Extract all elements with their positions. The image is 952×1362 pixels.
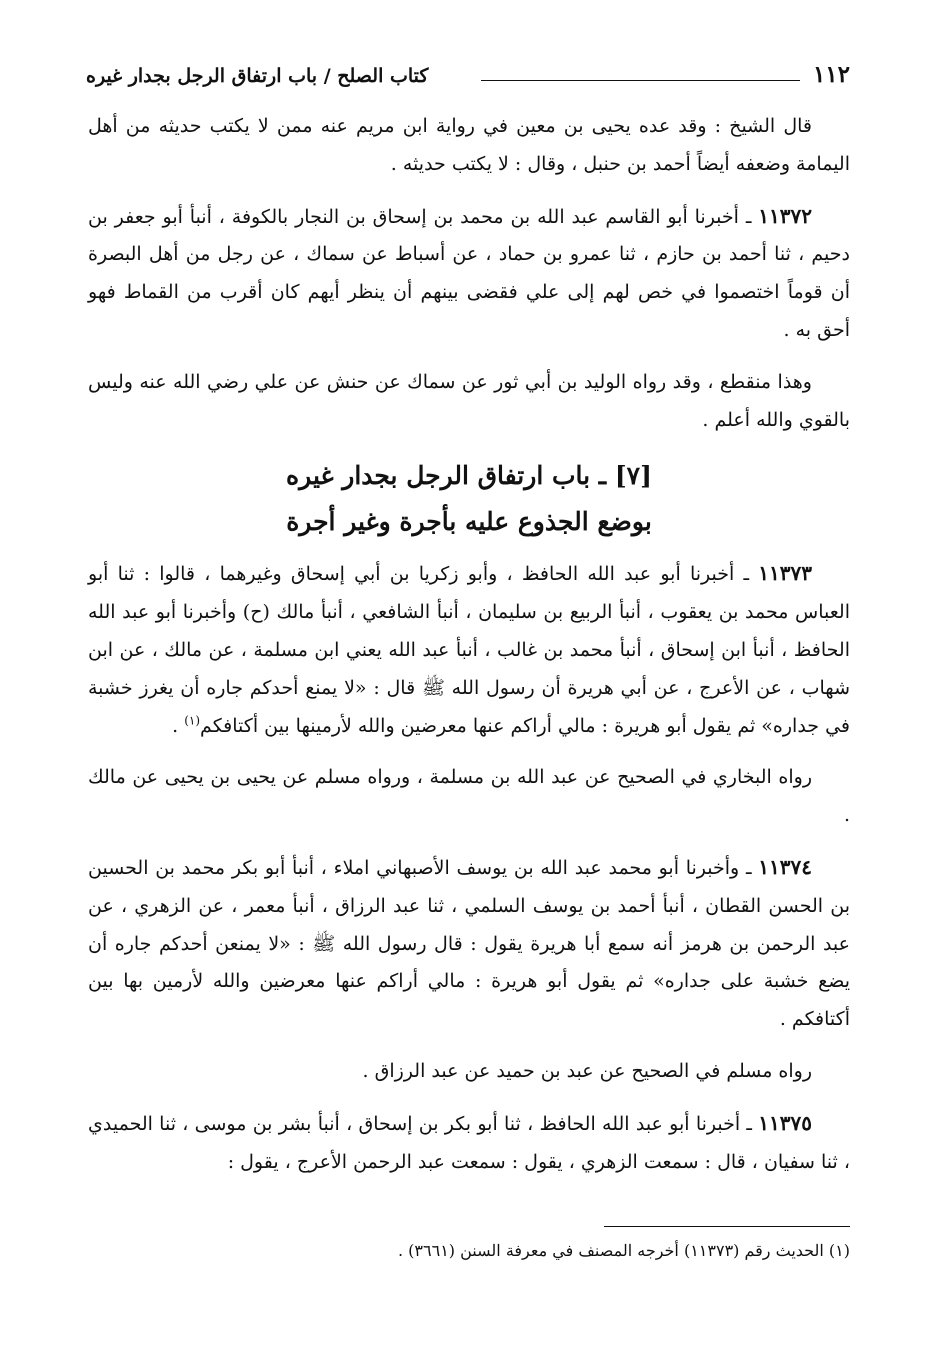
chapter-heading xyxy=(88,453,850,545)
hadith-number: ١١٣٧٣ xyxy=(758,561,812,586)
hadith-text-end: . xyxy=(172,714,185,737)
page-body xyxy=(88,108,850,1195)
hadith-11372 xyxy=(88,198,850,350)
paragraph-munqati-comment xyxy=(88,364,850,440)
header-rule xyxy=(481,80,800,81)
hadith-11373 xyxy=(88,555,850,745)
hadith-11375 xyxy=(88,1105,850,1182)
footnote-rule xyxy=(604,1226,850,1227)
hadith-text: ـ وأخبرنا أبو محمد عبد الله بن يوسف الأصبهاني املاء ، أنبأ أبو بكر محمد بن الحسين بن الحسن القطان ، أنبأ أحمد بن يوسف السلمي ، ثنا عبد الرزاق ، أنبأ معمر ، عن الزهري ، عن عبد الرحمن بن هرمز أنه سمع أبا هريرة يقول : قال رسول الله ﷺ : «لا يمنعن أحدكم جاره أن يضع خشبة على جداره» ثم يقول أبو هريرة : مالي أراكم عنها معرضين والله لأرمين بها بين أكتافكم . xyxy=(88,856,850,1031)
paragraph-text: قال الشيخ : وقد عده يحيى بن معين في رواية ابن مريم عنه ممن لا يكتب حديثه من أهل اليمامة وضعفه أيضاً أحمد بن حنبل ، وقال : لا يكتب حديثه . xyxy=(88,115,850,175)
paragraph-text: رواه البخاري في الصحيح عن عبد الله بن مسلمة ، ورواه مسلم عن يحيى بن يحيى عن مالك . xyxy=(88,766,850,827)
page-header xyxy=(86,60,850,94)
hadith-number: ١١٣٧٤ xyxy=(758,854,812,879)
running-title: كتاب الصلح / باب ارتفاق الرجل بجدار غيره xyxy=(86,65,429,87)
hadith-number: ١١٣٧٥ xyxy=(758,1110,812,1135)
page-number: ١١٢ xyxy=(812,61,850,88)
paragraph-shaykh-comment xyxy=(88,108,850,184)
chapter-heading-line-2: بوضع الجذوع عليه بأجرة وغير أجرة xyxy=(286,507,652,537)
hadith-11374 xyxy=(88,849,850,1039)
hadith-number: ١١٣٧٢ xyxy=(758,203,812,228)
chapter-heading-line-1: [٧] ـ باب ارتفاق الرجل بجدار غيره xyxy=(286,461,652,491)
hadith-text: ـ أخبرنا أبو عبد الله الحافظ ، ثنا أبو بكر بن إسحاق ، أنبأ بشر بن موسى ، ثنا الحميدي ، ثنا سفيان ، قال : سمعت الزهري ، يقول : سمعت عبد الرحمن الأعرج ، يقول : xyxy=(88,1112,850,1173)
paragraph-text: وهذا منقطع ، وقد رواه الوليد بن أبي ثور عن سماك عن حنش عن علي رضي الله عنه وليس بالقوي والله أعلم . xyxy=(88,370,850,431)
paragraph-muslim-riwaya xyxy=(88,1053,850,1091)
paragraph-bukhari-muslim xyxy=(88,759,850,835)
footnote-reference[interactable]: (١) xyxy=(184,713,201,728)
hadith-text: ـ أخبرنا أبو عبد الله الحافظ ، وأبو زكريا بن أبي إسحاق وغيرهما ، قالوا : ثنا أبو العباس محمد بن يعقوب ، أنبأ الربيع بن سليمان ، أنبأ الشافعي ، أنبأ مالك (ح) وأخبرنا أبو عبد الله الحافظ ، أنبأ ابن إسحاق ، أنبأ محمد بن غالب ، أنبأ عبد الله يعني ابن مسلمة ، عن مالك ، عن ابن شهاب ، عن الأعرج ، عن أبي هريرة أن رسول الله ﷺ قال : «لا يمنع أحدكم جاره أن يغرز خشبة في جداره» ثم يقول أبو هريرة : مالي أراكم عنها معرضين والله لأرمينها بين أكتافكم xyxy=(88,563,850,737)
hadith-text: ـ أخبرنا أبو القاسم عبد الله بن محمد بن إسحاق بن النجار بالكوفة ، أنبأ أبو جعفر بن دحيم ، ثنا أحمد بن حازم ، ثنا عمرو بن حماد ، عن أسباط عن سماك ، عن رجل من أهل البصرة أن قوماً اختصموا في خص لهم إلى علي فقضى بينهم أن ينظر أيهم كان أقرب من القماط فهو أحق به . xyxy=(88,205,850,341)
paragraph-text: رواه مسلم في الصحيح عن عبد بن حميد عن عبد الرزاق . xyxy=(362,1059,812,1082)
footnote: (١) الحديث رقم (١١٣٧٣) أخرجه المصنف في معرفة السنن (٣٦٦١) . xyxy=(398,1241,850,1260)
